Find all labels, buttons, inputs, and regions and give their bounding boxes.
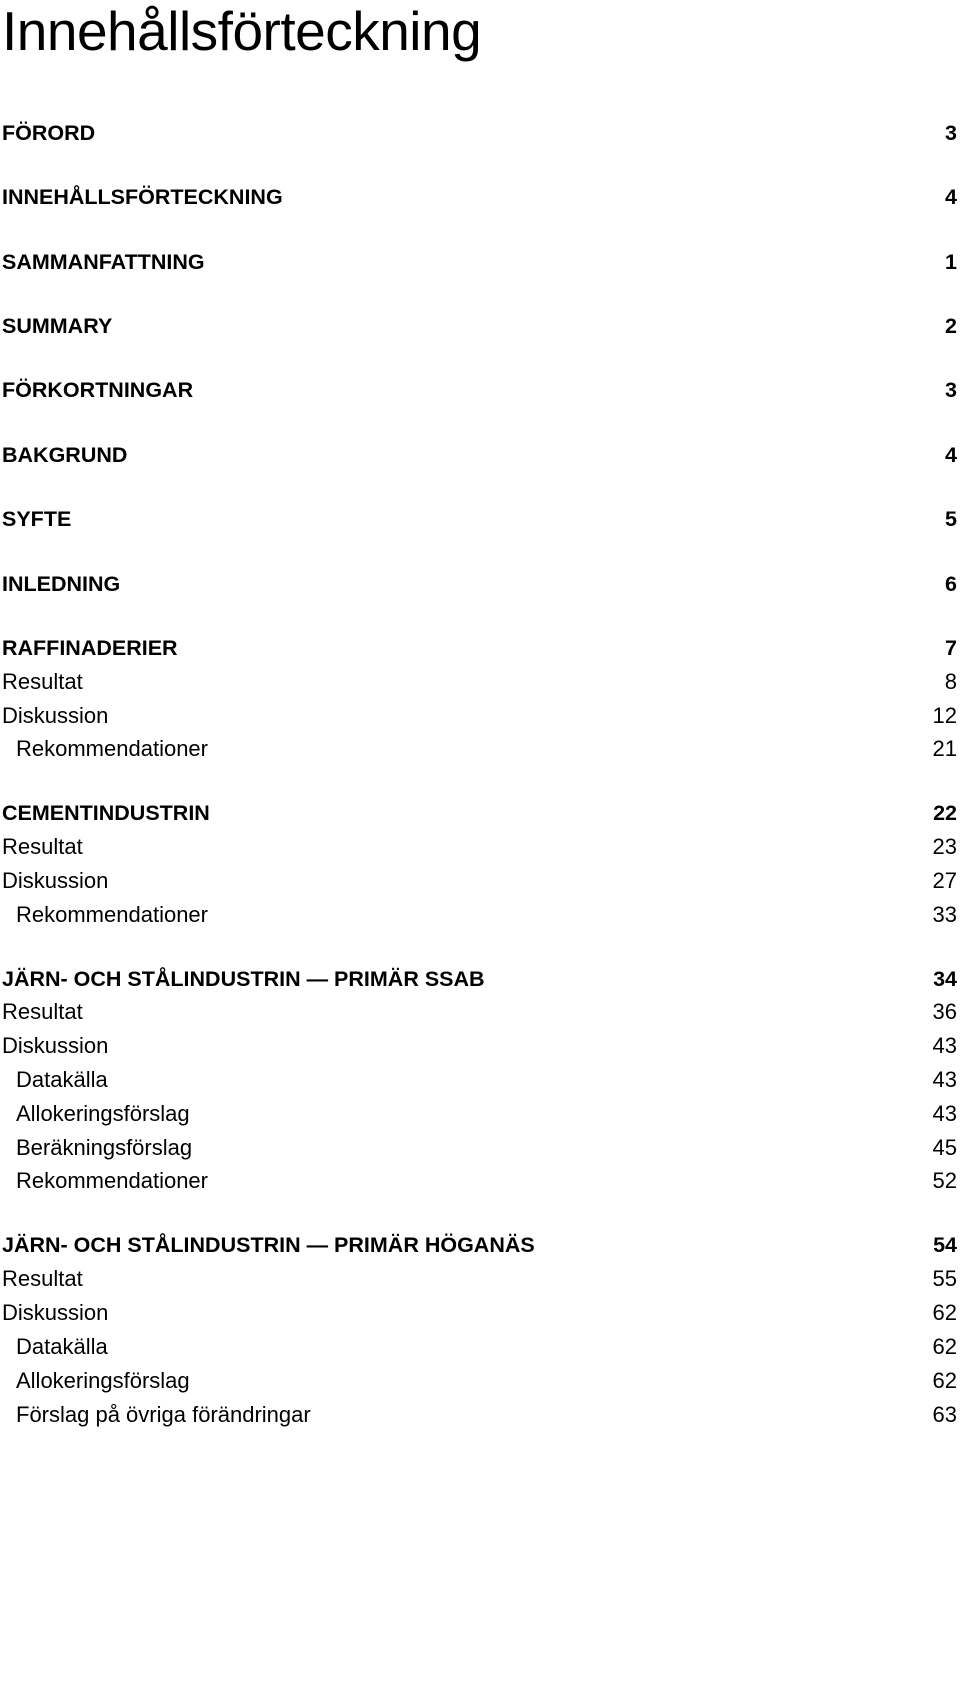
toc-entry-page-number: 1 — [945, 250, 957, 274]
toc-entry[interactable] — [2, 1264, 957, 1294]
toc-entry-label: RAFFINADERIER — [2, 636, 178, 660]
toc-entry[interactable] — [2, 311, 957, 341]
toc-entry[interactable] — [2, 504, 957, 534]
toc-entry[interactable] — [2, 964, 957, 994]
toc-entry-page-number: 45 — [932, 1135, 957, 1160]
toc-entry-page-number: 62 — [932, 1334, 957, 1359]
toc-entry[interactable] — [2, 118, 957, 148]
toc-entry[interactable] — [2, 569, 957, 599]
toc-entry-page-number: 12 — [932, 703, 957, 728]
toc-entry[interactable] — [2, 375, 957, 405]
toc-entry-page-number: 4 — [945, 443, 957, 467]
toc-entry[interactable] — [2, 1031, 957, 1061]
toc-entry[interactable] — [2, 1099, 957, 1129]
toc-entry-page-number: 3 — [945, 121, 957, 145]
toc-entry-label: JÄRN- OCH STÅLINDUSTRIN — PRIMÄR HÖGANÄS — [2, 1233, 535, 1257]
toc-entry-page-number: 6 — [945, 572, 957, 596]
toc-entry[interactable] — [2, 798, 957, 828]
page-title: Innehållsförteckning — [2, 0, 482, 62]
toc-entry-page-number: 36 — [932, 999, 957, 1024]
toc-entry[interactable] — [2, 1133, 957, 1163]
toc-entry-page-number: 43 — [932, 1033, 957, 1058]
toc-entry-label: Förslag på övriga förändringar — [16, 1402, 311, 1427]
toc-entry-page-number: 43 — [932, 1101, 957, 1126]
toc-entry-page-number: 34 — [933, 967, 957, 991]
toc-entry-page-number: 62 — [932, 1300, 957, 1325]
toc-entry-label: INNEHÅLLSFÖRTECKNING — [2, 185, 283, 209]
toc-entry-page-number: 27 — [932, 868, 957, 893]
toc-entry-label: Resultat — [2, 669, 83, 694]
toc-entry[interactable] — [2, 1166, 957, 1196]
toc-entry-label: Allokeringsförslag — [16, 1101, 190, 1126]
toc-entry-label: Diskussion — [2, 1300, 109, 1325]
toc-entry-page-number: 55 — [932, 1266, 957, 1291]
toc-entry-page-number: 21 — [932, 736, 957, 761]
toc-entry-label: Rekommendationer — [16, 902, 208, 927]
toc-entry[interactable] — [2, 1230, 957, 1260]
toc-entry[interactable] — [2, 633, 957, 663]
toc-entry[interactable] — [2, 247, 957, 277]
toc-entry-label: BAKGRUND — [2, 443, 128, 467]
toc-entry[interactable] — [2, 440, 957, 470]
toc-entry[interactable] — [2, 866, 957, 896]
toc-entry[interactable] — [2, 1065, 957, 1095]
toc-entry-page-number: 54 — [933, 1233, 957, 1257]
toc-entry[interactable] — [2, 667, 957, 697]
toc-entry-label: SUMMARY — [2, 314, 113, 338]
toc-entry-page-number: 7 — [945, 636, 957, 660]
toc-entry[interactable] — [2, 900, 957, 930]
toc-entry-page-number: 43 — [932, 1067, 957, 1092]
toc-entry-label: SAMMANFATTNING — [2, 250, 205, 274]
toc-entry[interactable] — [2, 997, 957, 1027]
toc-entry-page-number: 63 — [932, 1402, 957, 1427]
toc-entry-label: Datakälla — [16, 1067, 108, 1092]
toc-entry-page-number: 3 — [945, 378, 957, 402]
toc-entry-page-number: 2 — [945, 314, 957, 338]
toc-entry-label: Resultat — [2, 999, 83, 1024]
toc-entry-page-number: 62 — [932, 1368, 957, 1393]
toc-entry-page-number: 33 — [932, 902, 957, 927]
toc-entry[interactable] — [2, 701, 957, 731]
toc-entry-label: Diskussion — [2, 868, 109, 893]
table-of-contents — [2, 0, 957, 1685]
toc-entry-label: Rekommendationer — [16, 736, 208, 761]
toc-entry-label: SYFTE — [2, 507, 72, 531]
toc-entry-page-number: 22 — [933, 801, 957, 825]
toc-entry[interactable] — [2, 832, 957, 862]
toc-entry-page-number: 52 — [932, 1168, 957, 1193]
toc-entry-label: Diskussion — [2, 1033, 109, 1058]
toc-entry-page-number: 5 — [945, 507, 957, 531]
toc-entry[interactable] — [2, 1298, 957, 1328]
toc-entry-page-number: 8 — [944, 669, 957, 694]
toc-entry-label: Allokeringsförslag — [16, 1368, 190, 1393]
toc-entry[interactable] — [2, 1332, 957, 1362]
toc-entry-page-number: 23 — [932, 834, 957, 859]
toc-entry[interactable] — [2, 1400, 957, 1430]
toc-entry-label: Resultat — [2, 1266, 83, 1291]
toc-entry-label: Beräkningsförslag — [16, 1135, 193, 1160]
toc-entry-label: INLEDNING — [2, 572, 121, 596]
toc-entry-label: Rekommendationer — [16, 1168, 208, 1193]
toc-entry[interactable] — [2, 1366, 957, 1396]
toc-entry-label: JÄRN- OCH STÅLINDUSTRIN — PRIMÄR SSAB — [2, 967, 485, 991]
toc-entry-label: FÖRORD — [2, 121, 96, 145]
toc-entry-page-number: 4 — [945, 185, 957, 209]
toc-entry-label: Diskussion — [2, 703, 109, 728]
toc-entry-label: FÖRKORTNINGAR — [2, 378, 194, 402]
toc-entry[interactable] — [2, 734, 957, 764]
toc-entry-label: Datakälla — [16, 1334, 108, 1359]
toc-entry-label: Resultat — [2, 834, 83, 859]
toc-entry[interactable] — [2, 182, 957, 212]
toc-entry-label: CEMENTINDUSTRIN — [2, 801, 210, 825]
